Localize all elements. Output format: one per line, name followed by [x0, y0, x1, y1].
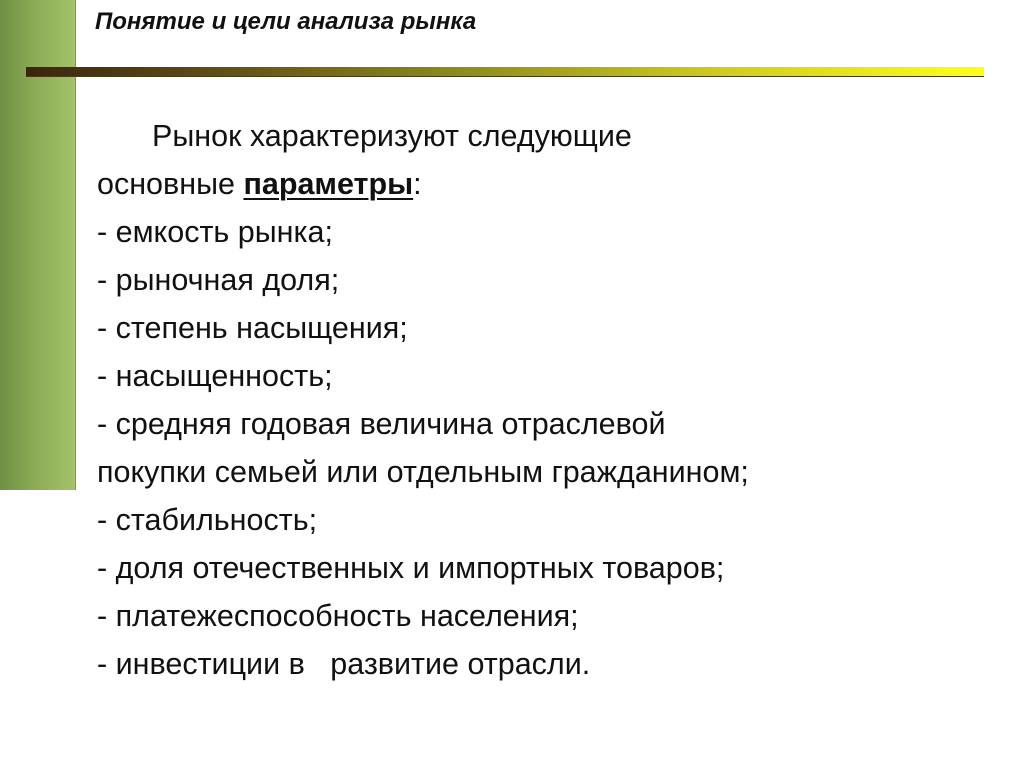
intro-suffix: : [413, 167, 422, 201]
list-item: - средняя годовая величина отраслевой [97, 407, 666, 441]
list-item: - насыщенность; [97, 359, 333, 393]
intro-line-2 [97, 160, 997, 208]
list-item: - инвестиции в развитие отрасли. [97, 647, 591, 681]
intro-prefix: основные [97, 167, 244, 201]
slide-title: Понятие и цели анализа рынка [95, 8, 477, 35]
list-item: - степень насыщения; [97, 311, 408, 345]
title-underline-rule [26, 67, 984, 76]
list-item-continuation: покупки семьей или отдельным гражданином; [97, 455, 749, 489]
list-item: - емкость рынка; [97, 215, 333, 249]
intro-keyword: параметры [243, 167, 414, 201]
list-item: - платежеспособность населения; [97, 599, 579, 633]
list-item: - рыночная доля; [97, 263, 340, 297]
list-item: - стабильность; [97, 503, 318, 537]
list-item: - доля отечественных и импортных товаров; [97, 551, 725, 585]
intro-line-1: Рынок характеризуют следующие [152, 119, 632, 153]
slide-body [97, 112, 997, 688]
